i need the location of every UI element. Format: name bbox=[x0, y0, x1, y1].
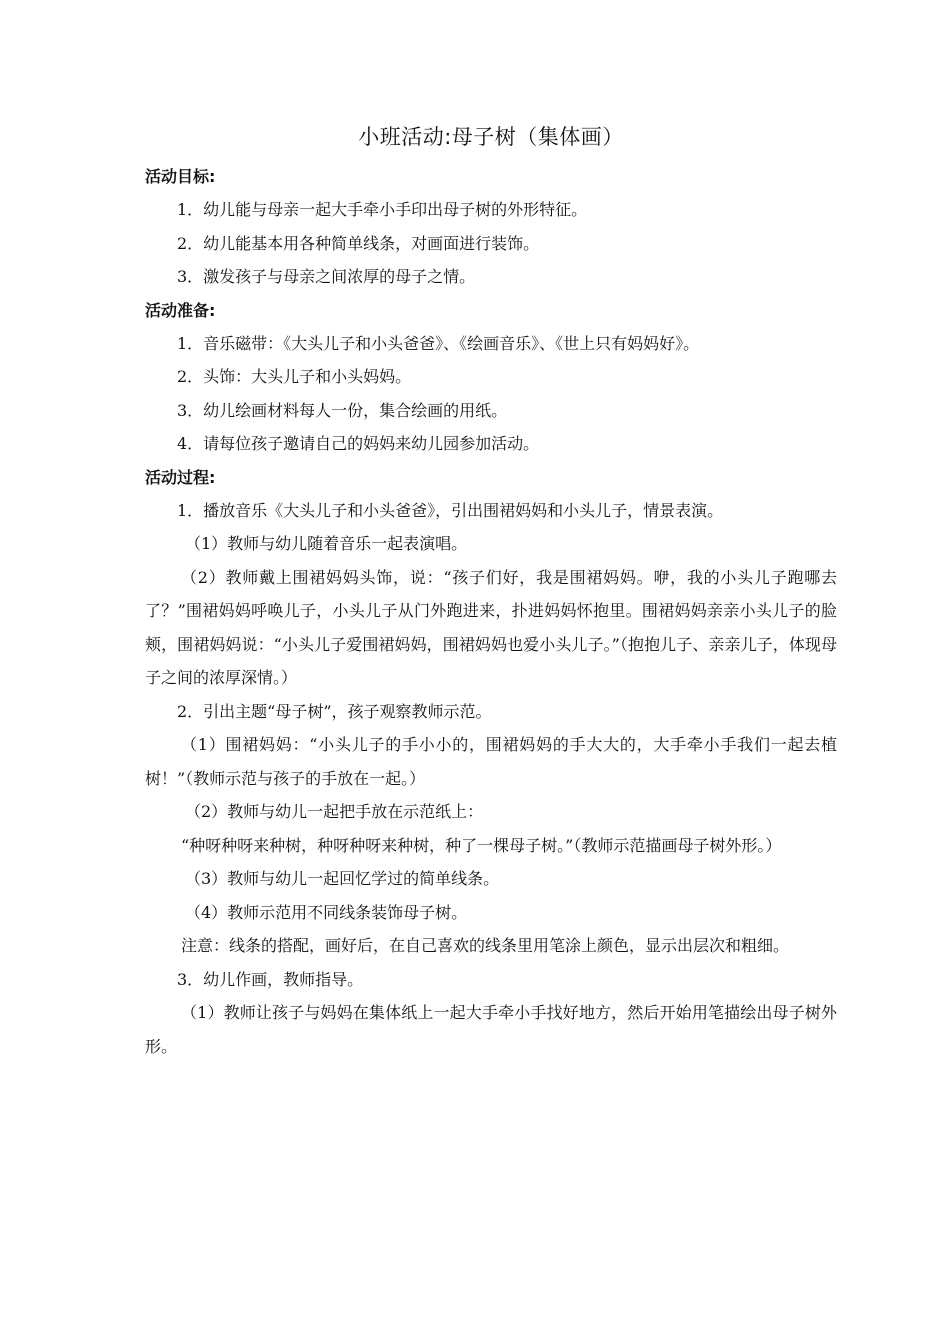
process-substep: （2）教师与幼儿一起把手放在示范纸上： bbox=[185, 802, 484, 821]
prep-heading: 活动准备: bbox=[145, 300, 216, 320]
prep-item: 1．音乐磁带：《大头儿子和小头爸爸》、《绘画音乐》、《世上只有妈妈好》。 bbox=[177, 333, 700, 353]
goal-item: 2．幼儿能基本用各种简单线条，对画面进行装饰。 bbox=[177, 233, 540, 253]
document-title: 小班活动:母子树（集体画） bbox=[358, 125, 624, 149]
process-step: 3．幼儿作画，教师指导。 bbox=[177, 969, 364, 989]
process-substep-paragraph: （1）教师让孩子与妈妈在集体纸上一起大手牵小手找好地方，然后开始用笔描绘出母子树外形。 bbox=[145, 1003, 837, 1056]
goals-heading: 活动目标: bbox=[145, 167, 216, 186]
prep-item: 2．头饰：大头儿子和小头妈妈。 bbox=[177, 367, 412, 386]
prep-item: 3．幼儿绘画材料每人一份，集合绘画的用纸。 bbox=[177, 400, 508, 420]
document-page bbox=[145, 110, 837, 1063]
process-substep-paragraph: （1）围裙妈妈：“小头儿子的手小小的，围裙妈妈的手大大的，大手牵小手我们一起去植树！”（教师示范与孩子的手放在一起。） bbox=[145, 735, 837, 788]
goal-item: 1．幼儿能与母亲一起大手牵小手印出母子树的外形特征。 bbox=[177, 200, 588, 219]
process-chant-paragraph: “种呀种呀来种树，种呀种呀来种树，种了一棵母子树。”（教师示范描画母子树外形。） bbox=[181, 835, 782, 855]
prep-item: 4．请每位孩子邀请自己的妈妈来幼儿园参加活动。 bbox=[177, 434, 540, 453]
process-substep: （3）教师与幼儿一起回忆学过的简单线条。 bbox=[185, 869, 500, 888]
process-step: 1．播放音乐《大头儿子和小头爸爸》，引出围裙妈妈和小头儿子，情景表演。 bbox=[177, 500, 724, 520]
process-substep: （1）教师与幼儿随着音乐一起表演唱。 bbox=[185, 534, 468, 553]
process-step: 2．引出主题“母子树”，孩子观察教师示范。 bbox=[177, 701, 492, 721]
process-substep-paragraph: （2）教师戴上围裙妈妈头饰，说：“孩子们好，我是围裙妈妈。咿，我的小头儿子跑哪去了？”围裙妈妈呼唤儿子，小头儿子从门外跑进来，扑进妈妈怀抱里。围裙妈妈亲亲小头儿子的脸颊，围裙妈妈说：“小头儿子爱围裙妈妈，围裙妈妈也爱小头儿子。”（抱抱儿子、亲亲儿子，体现母子之间的浓厚深情。） bbox=[145, 567, 837, 687]
goal-item: 3．激发孩子与母亲之间浓厚的母子之情。 bbox=[177, 267, 476, 286]
process-substep: （4）教师示范用不同线条装饰母子树。 bbox=[185, 902, 468, 922]
note-paragraph: 注意：线条的搭配，画好后，在自己喜欢的线条里用笔涂上颜色，显示出层次和粗细。 bbox=[181, 936, 790, 955]
process-heading: 活动过程: bbox=[145, 467, 216, 487]
